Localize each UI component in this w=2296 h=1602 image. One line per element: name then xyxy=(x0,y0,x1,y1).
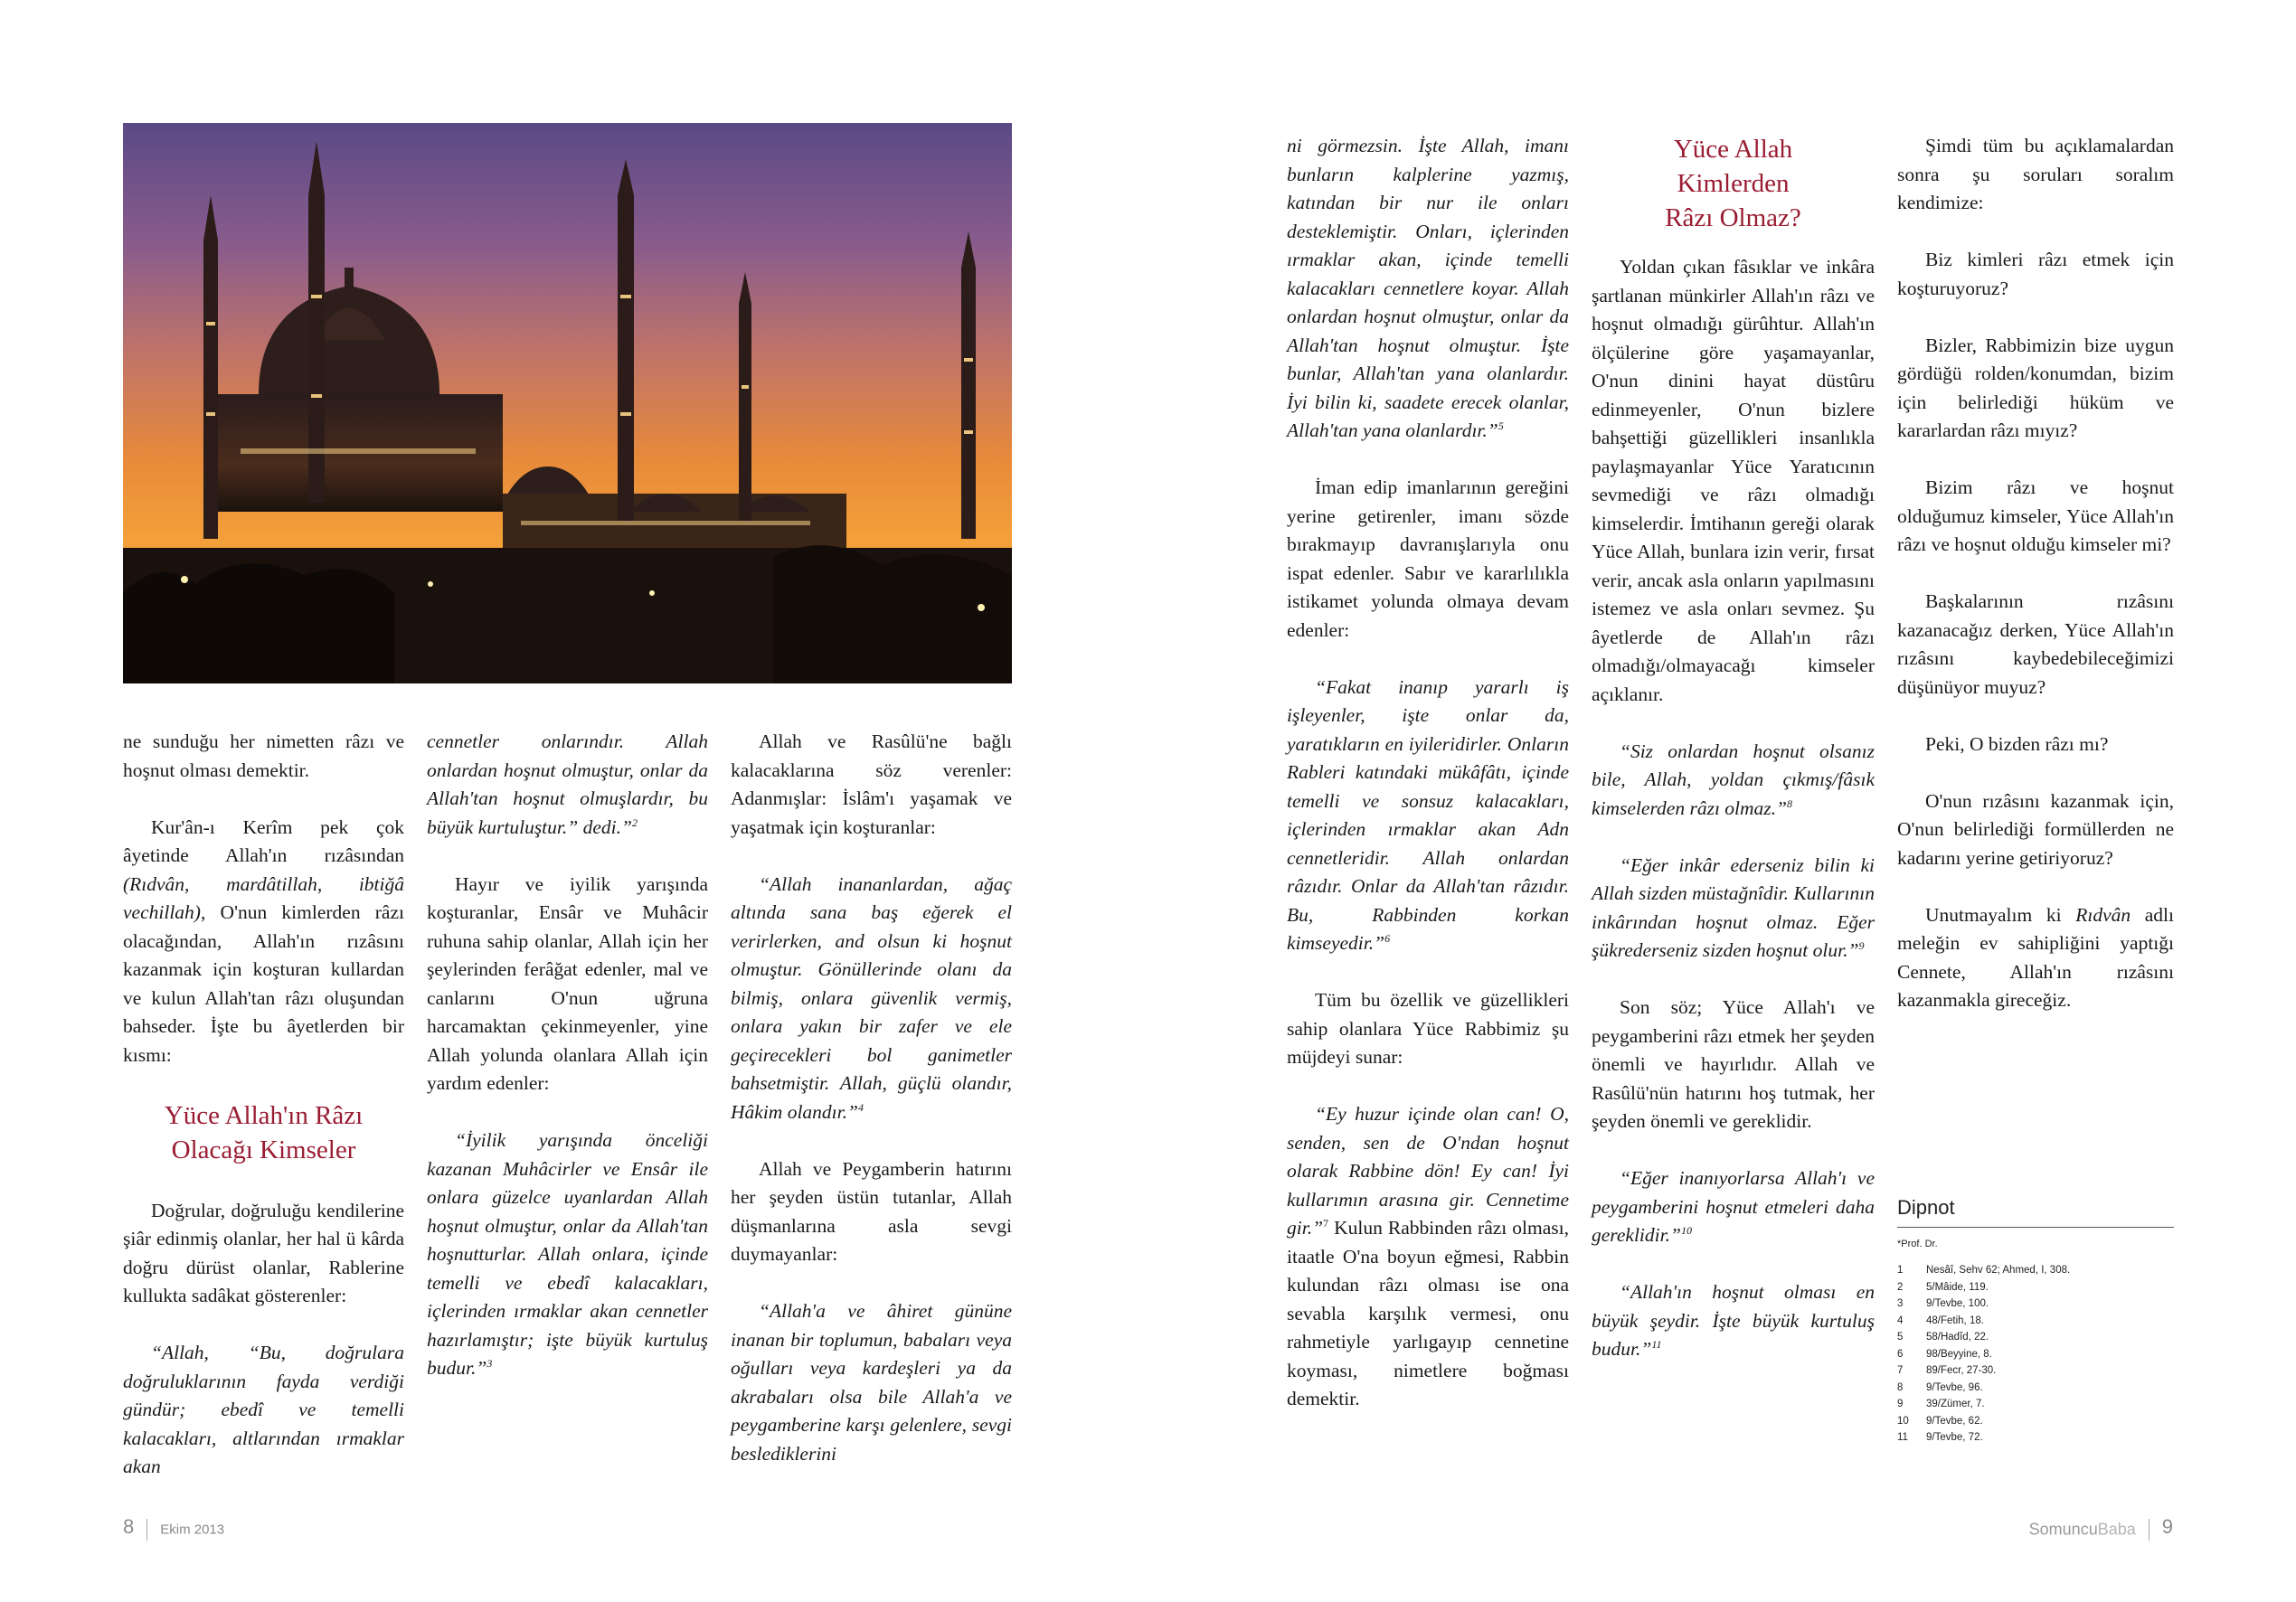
footnote-item xyxy=(1897,1296,2174,1313)
footnote-text: 89/Fecr, 27-30. xyxy=(1926,1365,1997,1376)
paragraph: Peki, O bizden râzı mı? xyxy=(1925,732,2109,755)
paragraph: Biz kimleri râzı etmek için koşturuyoruz? xyxy=(1897,249,2174,299)
quote-paragraph: “Allah, “Bu, doğrulara doğruluklarının fayda verdiği gündür; ebedî ve temelli kalacakları, altlarından ırmaklar akan xyxy=(123,1342,404,1477)
left-column-1 xyxy=(123,728,404,1482)
quote-paragraph: “Siz onlardan hoşnut olsanız bile, Allah, yoldan çıkmış/fâsık kimselerden râzı olmaz.”$^8$ xyxy=(1592,740,1875,819)
footnote-number: 4 xyxy=(1897,1315,1904,1326)
footnote-number: 2 xyxy=(1897,1281,1904,1293)
footnote-number: 3 xyxy=(1897,1298,1904,1309)
footnote-number: 5 xyxy=(1897,1332,1904,1343)
footnote-number: 10 xyxy=(1897,1415,1909,1427)
quote-paragraph: “Allah'a ve âhiret gününe inanan bir toplumun, babaları veya oğulları veya kardeşleri ya da akrabaları olsa bile Allah'a ve peygamberine karşı gelenlere, sevgi beslediklerini xyxy=(731,1300,1012,1465)
right-footer xyxy=(2029,1515,2173,1541)
footnotes-list xyxy=(1897,1262,2174,1447)
left-column-2 xyxy=(427,728,708,1383)
footnote-number: 8 xyxy=(1897,1381,1904,1393)
paragraph: Tüm bu özellik ve güzellikleri sahip olanlara Yüce Rabbimiz şu müjdeyi sunar: xyxy=(1287,989,1569,1068)
footnote-text: 9/Tevbe, 96. xyxy=(1926,1381,1983,1393)
quote-paragraph: “Fakat inanıp yararlı iş işleyenler, işte onlar da, yaratıkların en iyileridirler. Onların Rableri katındaki mükâfâtı, içinde temelli ve sonsuz kalacakları, içlerinden ırmaklar akan Adn cennetleridir. Allah onlardan râzıdır. Onlar da Allah'tan râzıdır. Bu, Rabbinden korkan kimseyedir.”$^6$ xyxy=(1287,675,1569,954)
quote-paragraph: “Eğer inkâr ederseniz bilin ki Allah sizden müstağnîdir. Kullarının inkârından hoşnut olmaz. Eğer şükrederseniz sizden hoşnut olur.”$^9$ xyxy=(1592,853,1875,961)
right-column-2 xyxy=(1592,132,1875,1364)
quote-paragraph: “Allah inananlardan, ağaç altında sana baş eğerek el verirlerken, and olsun ki hoşnut olmuştur. Gönüllerinde olanı da bilmiş, onlara güvenlik vermiş, onlara yakın bir zafer ve ele geçirecekleri bol ganimetler bahsetmiştir. Allah, güçlü olandır, Hâkim olandır.”$^4$ xyxy=(731,872,1012,1123)
section-heading: Yüce Allah'ın Râzı Olacağı Kimseler xyxy=(164,1100,364,1164)
mosque-sunset-photo xyxy=(123,123,1012,683)
paragraph: O'nun rızâsını kazanmak için, O'nun belirlediği formüllerden ne kadarını yerine getiriyoruz? xyxy=(1897,789,2174,869)
footnote-item xyxy=(1897,1413,2174,1430)
quote-paragraph: “Allah'ın hoşnut olması en büyük şeydir. İşte büyük kurtuluş budur.”$^{11}$ xyxy=(1592,1281,1875,1360)
footnote-number: 7 xyxy=(1897,1365,1904,1376)
magazine-logo: SomuncuBaba xyxy=(2028,1520,2136,1539)
footnote-text: 9/Tevbe, 100. xyxy=(1926,1298,1989,1309)
paragraph: Allah ve Peygamberin hatırını her şeyden üstün tutanlar, Allah düşmanlarına asla sevgi duymayanlar: xyxy=(731,1157,1012,1265)
paragraph: Doğrular, doğruluğu kendilerine şiâr edinmiş olanlar, her hal ü kârda doğru dürüst olanlar, Rablerine kullukta sadâkat gösterenler: xyxy=(123,1199,404,1306)
mosque-photo xyxy=(123,123,1012,683)
issue-date: Ekim 2013 xyxy=(160,1522,225,1538)
footnotes-title: Dipnot xyxy=(1897,1196,2174,1228)
paragraph: Kur'ân-ı Kerîm pek çok âyetinde Allah'ın rızâsından (Rıdvân, mardâtillah, ibtiğâ vechillah), O'nun kimlerden râzı olacağından, Allah'ın rızâsını kazanmak için koşturan kullardan ve kulun Allah'tan râzı oluşundan bahseder. İşte bu âyetlerden bir kısmı: xyxy=(123,815,404,1066)
paragraph: Hayır ve iyilik yarışında koşturanlar, Ensâr ve Muhâcir ruhuna sahip olanlar, Allah için her şeylerinden ferâğat edenler, mal ve canlarını O'nun uğruna harcamaktan çekinmeyenler, yine Allah yolunda olanlara Allah için yardım edenler: xyxy=(427,872,708,1094)
footnote-item xyxy=(1897,1362,2174,1380)
footnote-item xyxy=(1897,1329,2174,1346)
quote-paragraph: “İyilik yarışında önceliği kazanan Muhâcirler ve Ensâr ile onlara güzelce uyanlardan Allah hoşnut olmuştur, onlar da Allah'tan hoşnutturlar. Allah onlara, içinde temelli ve ebedî kalacakları, içlerinden ırmaklar akan cennetler hazırlamıştır; işte büyük kurtuluş budur.”$^3$ xyxy=(427,1129,708,1379)
right-column-1 xyxy=(1287,132,1569,1414)
paragraph: Yoldan çıkan fâsıklar ve inkâra şartlanan münkirler Allah'ın râzı ve hoşnut olmadığı gürûhtur. Allah'ın ölçülerine göre yaşamayanlar, O'nun dinini hayat düstûru edinmeyenler, O'nun bizlere bahşettiği güzellikleri insanlıkla paylaşmayanlar Yüce Yaratıcının sevmediği ve râzı olmadığı kimselerdir. İmtihanın gereği olarak Yüce Allah, bunlara izin verir, fırsat verir, ancak asla onların yapılmasını istemez ve asla onları sevmez. Şu âyetlerde de Allah'ın râzı olmadığı/olmayacağı kimseler açıklanır. xyxy=(1592,256,1875,705)
footnote-text: 9/Tevbe, 72. xyxy=(1926,1432,1983,1443)
footnote-number: 9 xyxy=(1897,1399,1904,1409)
paragraph: Son söz; Yüce Allah'ı ve peygamberini râzı etmek her şeyden önemli ve hayırlıdır. Allah ve Rasûlü'nün hatırını hoş tutmak, her şeyden önemli ve gereklidir. xyxy=(1592,996,1875,1132)
paragraph: Bizler, Rabbimizin bize uygun gördüğü rolden/konumdan, bizim için belirlediği hüküm ve kararlardan râzı mıyız? xyxy=(1897,334,2174,441)
paragraph: Unutmayalım ki Rıdvân adlı meleğin ev sahipliğini yaptığı Cennete, Allah'ın rızâsını kazanmakla gireceğiz. xyxy=(1897,903,2174,1011)
right-column-3 xyxy=(1897,132,2174,1015)
divider xyxy=(146,1519,147,1541)
quote-paragraph: ni görmezsin. İşte Allah, imanı bunların kalplerine yazmış, katından bir nur ile onları desteklemiştir. Onları, içlerinden ırmaklar akan, içinde temelli kalacakları cennetlere koyar. Allah onlardan hoşnut olmuştur, onlar da Allah'tan hoşnut olmuştur. İşte bunlar, Allah'tan yana olanlardır. İyi bilin ki, saadete erecek olanlar, Allah'tan yana olanlardır.”$^5$ xyxy=(1287,135,1569,441)
footnote-text: 98/Beyyine, 8. xyxy=(1926,1348,1992,1360)
paragraph: Allah ve Rasûlü'ne bağlı kalacaklarına söz verenler: Adanmışlar: İslâm'ı yaşamak ve yaşatmak için koşturanlar: xyxy=(731,730,1012,838)
paragraph: ne sunduğu her nimetten râzı ve hoşnut olması demektir. xyxy=(123,730,404,781)
divider xyxy=(2149,1519,2150,1541)
author-note: *Prof. Dr. xyxy=(1897,1239,1938,1249)
page-number: 9 xyxy=(2161,1515,2173,1538)
paragraph: “Ey huzur içinde olan can! O, senden, sen de O'ndan hoşnut olarak Rabbine dön! Ey can! İyi kullarımın arasına gir. Cennetime gir.”$^7$ Kulun Rabbinden râzı olması, itaatle O'na boyun eğmesi, Rabbin kulundan râzı olması ise ona sevabla karşılık vermesi, onu rahmetiyle yarlıgayıp cennetine koyması, nimetlere boğması demektir. xyxy=(1287,1103,1569,1409)
footnote-text: 58/Hadîd, 22. xyxy=(1926,1332,1989,1343)
footnote-number: 1 xyxy=(1897,1265,1904,1276)
paragraph: İman edip imanlarının gereğini yerine getirenler, imanı sözde bırakmayıp davranışlarıyla onu ispat edenler. Sabır ve kararlılıkla istikamet yolunda olmaya devam edenler: xyxy=(1287,476,1569,641)
paragraph: Başkalarının rızâsını kazanacağız derken, Yüce Allah'ın rızâsını kaybedebileceğimizi düşünüyor muyuz? xyxy=(1897,590,2174,698)
left-column-3 xyxy=(731,728,1012,1468)
section-heading: Yüce Allah Kimlerden Râzı Olmaz? xyxy=(1665,135,1801,232)
quote-paragraph: cennetler onlarındır. Allah onlardan hoşnut olmuştur, onlar da Allah'tan hoşnut olmuşlardır, bu büyük kurtuluştur.” dedi.”$^2$ xyxy=(427,730,708,838)
left-footer xyxy=(123,1515,224,1541)
footnote-item xyxy=(1897,1346,2174,1363)
footnote-item xyxy=(1897,1380,2174,1397)
footnote-text: 39/Zümer, 7. xyxy=(1926,1399,1985,1409)
paragraph: Bizim râzı ve hoşnut olduğumuz kimseler, Yüce Allah'ın râzı ve hoşnut olduğu kimseler mi? xyxy=(1897,476,2174,555)
footnote-item xyxy=(1897,1429,2174,1447)
footnote-text: 48/Fetih, 18. xyxy=(1926,1315,1984,1326)
footnote-number: 6 xyxy=(1897,1348,1904,1360)
footnote-item xyxy=(1897,1262,2174,1279)
footnote-text: 9/Tevbe, 62. xyxy=(1926,1415,1983,1427)
footnote-item xyxy=(1897,1279,2174,1296)
paragraph: Şimdi tüm bu açıklamalardan sonra şu soruları soralım kendimize: xyxy=(1897,135,2174,213)
page-number: 8 xyxy=(123,1515,135,1538)
footnote-number: 11 xyxy=(1897,1432,1908,1443)
quote-paragraph: “Eğer inanıyorlarsa Allah'ı ve peygamberini hoşnut etmeleri daha gereklidir.”$^{10}$ xyxy=(1592,1167,1875,1246)
footnote-text: Nesâî, Sehv 62; Ahmed, I, 308. xyxy=(1926,1265,2071,1276)
footnote-item xyxy=(1897,1313,2174,1330)
footnote-text: 5/Mâide, 119. xyxy=(1926,1281,1989,1293)
footnote-item xyxy=(1897,1396,2174,1413)
footnotes xyxy=(1897,1196,2174,1447)
